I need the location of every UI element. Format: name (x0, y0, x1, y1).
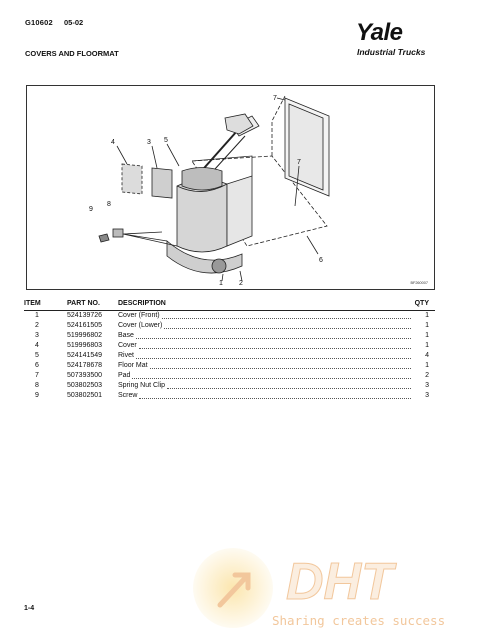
callout-9: 9 (89, 206, 93, 213)
part-description: Floor Mat (118, 362, 148, 369)
exploded-view-drawing (27, 86, 436, 291)
quantity: 1 (425, 322, 429, 329)
part-number: 503802503 (67, 382, 103, 389)
dot-leader (139, 348, 411, 349)
dot-leader (136, 358, 411, 359)
item-number: 7 (35, 372, 39, 379)
parts-list-table (24, 299, 435, 401)
watermark (190, 545, 480, 631)
part-description: Cover (118, 342, 137, 349)
item-number: 4 (35, 342, 39, 349)
document-code: G10602 (25, 18, 53, 27)
quantity: 3 (425, 392, 429, 399)
quantity: 1 (425, 342, 429, 349)
header-description: DESCRIPTION (118, 300, 166, 307)
part-number: 519996803 (67, 342, 103, 349)
header-qty: QTY (414, 300, 429, 307)
part-description: Spring Nut Clip (118, 382, 166, 389)
header-item: ITEM (24, 300, 41, 307)
callout-7-lower: 7 (297, 159, 301, 166)
watermark-tagline: Sharing creates success (272, 613, 446, 628)
item-number: 8 (35, 382, 39, 389)
part-number: 524141549 (67, 352, 103, 359)
part-number: 524139726 (67, 312, 103, 319)
table-row (24, 381, 435, 391)
callout-7-upper: 7 (273, 95, 277, 102)
page-number: 1-4 (24, 605, 35, 612)
part-description: Cover (Front) (118, 312, 160, 319)
item-number: 2 (35, 322, 39, 329)
part-number: 503802501 (67, 392, 103, 399)
quantity: 1 (425, 332, 429, 339)
brand-name: Yale (356, 19, 403, 46)
table-header (24, 299, 435, 311)
callout-8: 8 (107, 201, 111, 208)
item-number: 5 (35, 352, 39, 359)
item-number: 9 (35, 392, 39, 399)
item-number: 1 (35, 312, 39, 319)
part-number: 519996802 (67, 332, 103, 339)
quantity: 2 (425, 372, 429, 379)
figure-code: BF260007 (410, 281, 428, 285)
quantity: 1 (425, 312, 429, 319)
table-row (24, 371, 435, 381)
quantity: 4 (425, 352, 429, 359)
quantity: 3 (425, 382, 429, 389)
parts-illustration (26, 85, 435, 290)
section-title: COVERS AND FLOORMAT (25, 49, 119, 58)
table-row (24, 311, 435, 321)
item-number: 6 (35, 362, 39, 369)
table-row (24, 341, 435, 351)
part-description: Pad (118, 372, 131, 379)
callout-4: 4 (111, 139, 115, 146)
callout-3: 3 (147, 139, 151, 146)
brand-subtitle: Industrial Trucks (357, 47, 426, 57)
table-body (24, 311, 435, 401)
table-row (24, 361, 435, 371)
part-number: 524178678 (67, 362, 103, 369)
part-description: Base (118, 332, 134, 339)
dot-leader (162, 318, 411, 319)
callout-2: 2 (239, 280, 243, 287)
table-row (24, 351, 435, 361)
dot-leader (167, 388, 411, 389)
part-description: Rivet (118, 352, 134, 359)
item-number: 3 (35, 332, 39, 339)
callout-5: 5 (164, 137, 168, 144)
table-row (24, 391, 435, 401)
part-number: 507393500 (67, 372, 103, 379)
table-row (24, 331, 435, 341)
watermark-brand: DHT (286, 553, 393, 611)
part-description: Cover (Lower) (118, 322, 163, 329)
document-date: 05-02 (64, 18, 84, 27)
part-number: 524161505 (67, 322, 103, 329)
quantity: 1 (425, 362, 429, 369)
header-part-no: PART NO. (67, 300, 100, 307)
dot-leader (136, 338, 411, 339)
part-description: Screw (118, 392, 138, 399)
dot-leader (132, 378, 411, 379)
dot-leader (150, 368, 411, 369)
callout-6: 6 (319, 257, 323, 264)
dot-leader (164, 328, 411, 329)
callout-1: 1 (219, 280, 223, 287)
dot-leader (139, 398, 411, 399)
yale-logo (352, 19, 442, 62)
table-row (24, 321, 435, 331)
